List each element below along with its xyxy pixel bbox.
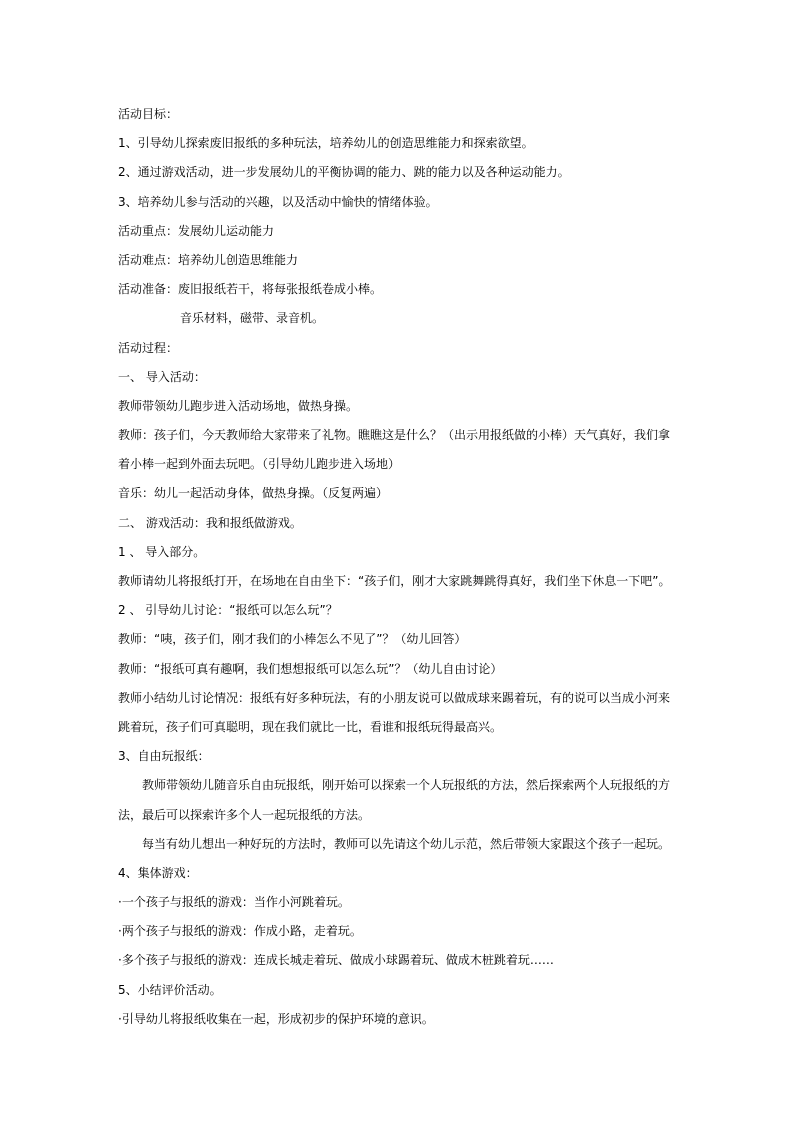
document-line: 2、通过游戏活动，进一步发展幼儿的平衡协调的能力、跳的能力以及各种运动能力。 bbox=[118, 165, 570, 180]
document-page bbox=[118, 100, 678, 1034]
document-line: 教师小结幼儿讨论情况：报纸有好多种玩法，有的小朋友说可以做成球来踢着玩，有的说可以当成小河来 bbox=[118, 690, 671, 705]
document-line: 活动难点：培养幼儿创造思维能力 bbox=[118, 252, 299, 267]
document-line: 教师：“报纸可真有趣啊，我们想想报纸可以怎么玩”？（幼儿自由讨论） bbox=[118, 661, 503, 676]
document-line: 教师请幼儿将报纸打开，在场地在自由坐下：“孩子们，刚才大家跳舞跳得真好，我们坐下休息一下吧”。 bbox=[118, 574, 671, 588]
document-line: ·一个孩子与报纸的游戏：当作小河跳着玩。 bbox=[118, 895, 350, 910]
document-line: 跳着玩，孩子们可真聪明，现在我们就比一比，看谁和报纸玩得最高兴。 bbox=[118, 719, 503, 734]
document-line: 法，最后可以探索许多个人一起玩报纸的方法。 bbox=[118, 807, 371, 822]
document-line: ·两个孩子与报纸的游戏：作成小路，走着玩。 bbox=[118, 924, 362, 939]
document-line: 音乐材料，磁带、录音机。 bbox=[180, 311, 325, 326]
document-line: 每当有幼儿想出一种好玩的方法时，教师可以先请这个幼儿示范，然后带领大家跟这个孩子一起玩。 bbox=[142, 836, 671, 851]
document-line: 教师：孩子们，今天教师给大家带来了礼物。瞧瞧这是什么？（出示用报纸做的小棒）天气真好，我们拿 bbox=[118, 428, 671, 443]
document-line: 音乐：幼儿一起活动身体，做热身操。（反复两遍） bbox=[118, 486, 389, 501]
document-line: 教师带领幼儿随音乐自由玩报纸，刚开始可以探索一个人玩报纸的方法，然后探索两个人玩报纸的方 bbox=[142, 778, 671, 793]
document-line: 5、小结评价活动。 bbox=[118, 982, 222, 997]
document-line: 活动准备：废旧报纸若干，将每张报纸卷成小棒。 bbox=[118, 282, 383, 297]
document-line: 一、 导入活动： bbox=[118, 369, 206, 384]
document-line: 4、集体游戏： bbox=[118, 865, 198, 880]
document-line: 活动过程： bbox=[118, 340, 179, 355]
document-line: 活动重点：发展幼儿运动能力 bbox=[118, 223, 275, 238]
document-line: 活动目标： bbox=[118, 107, 179, 121]
document-line: 教师带领幼儿跑步进入活动场地，做热身操。 bbox=[118, 398, 359, 413]
document-line: 3、培养幼儿参与活动的兴趣，以及活动中愉快的情绪体验。 bbox=[118, 194, 438, 209]
document-line: 教师：“咦，孩子们，刚才我们的小棒怎么不见了”？（幼儿回答） bbox=[118, 632, 467, 647]
document-line: 2 、 引导幼儿讨论：“报纸可以怎么玩”？ bbox=[118, 603, 338, 618]
document-line: ·引导幼儿将报纸收集在一起，形成初步的保护环境的意识。 bbox=[118, 1011, 434, 1026]
document-line: 3、自由玩报纸： bbox=[118, 749, 210, 764]
document-line: 着小棒一起到外面去玩吧。（引导幼儿跑步进入场地） bbox=[118, 457, 401, 472]
document-line: ·多个孩子与报纸的游戏：连成长城走着玩、做成小球踢着玩、做成木桩跳着玩…… bbox=[118, 953, 554, 968]
document-line: 1 、 导入部分。 bbox=[118, 544, 206, 559]
document-line: 二、 游戏活动：我和报纸做游戏。 bbox=[118, 515, 302, 530]
document-line: 1、引导幼儿探索废旧报纸的多种玩法，培养幼儿的创造思维能力和探索欲望。 bbox=[118, 136, 534, 151]
